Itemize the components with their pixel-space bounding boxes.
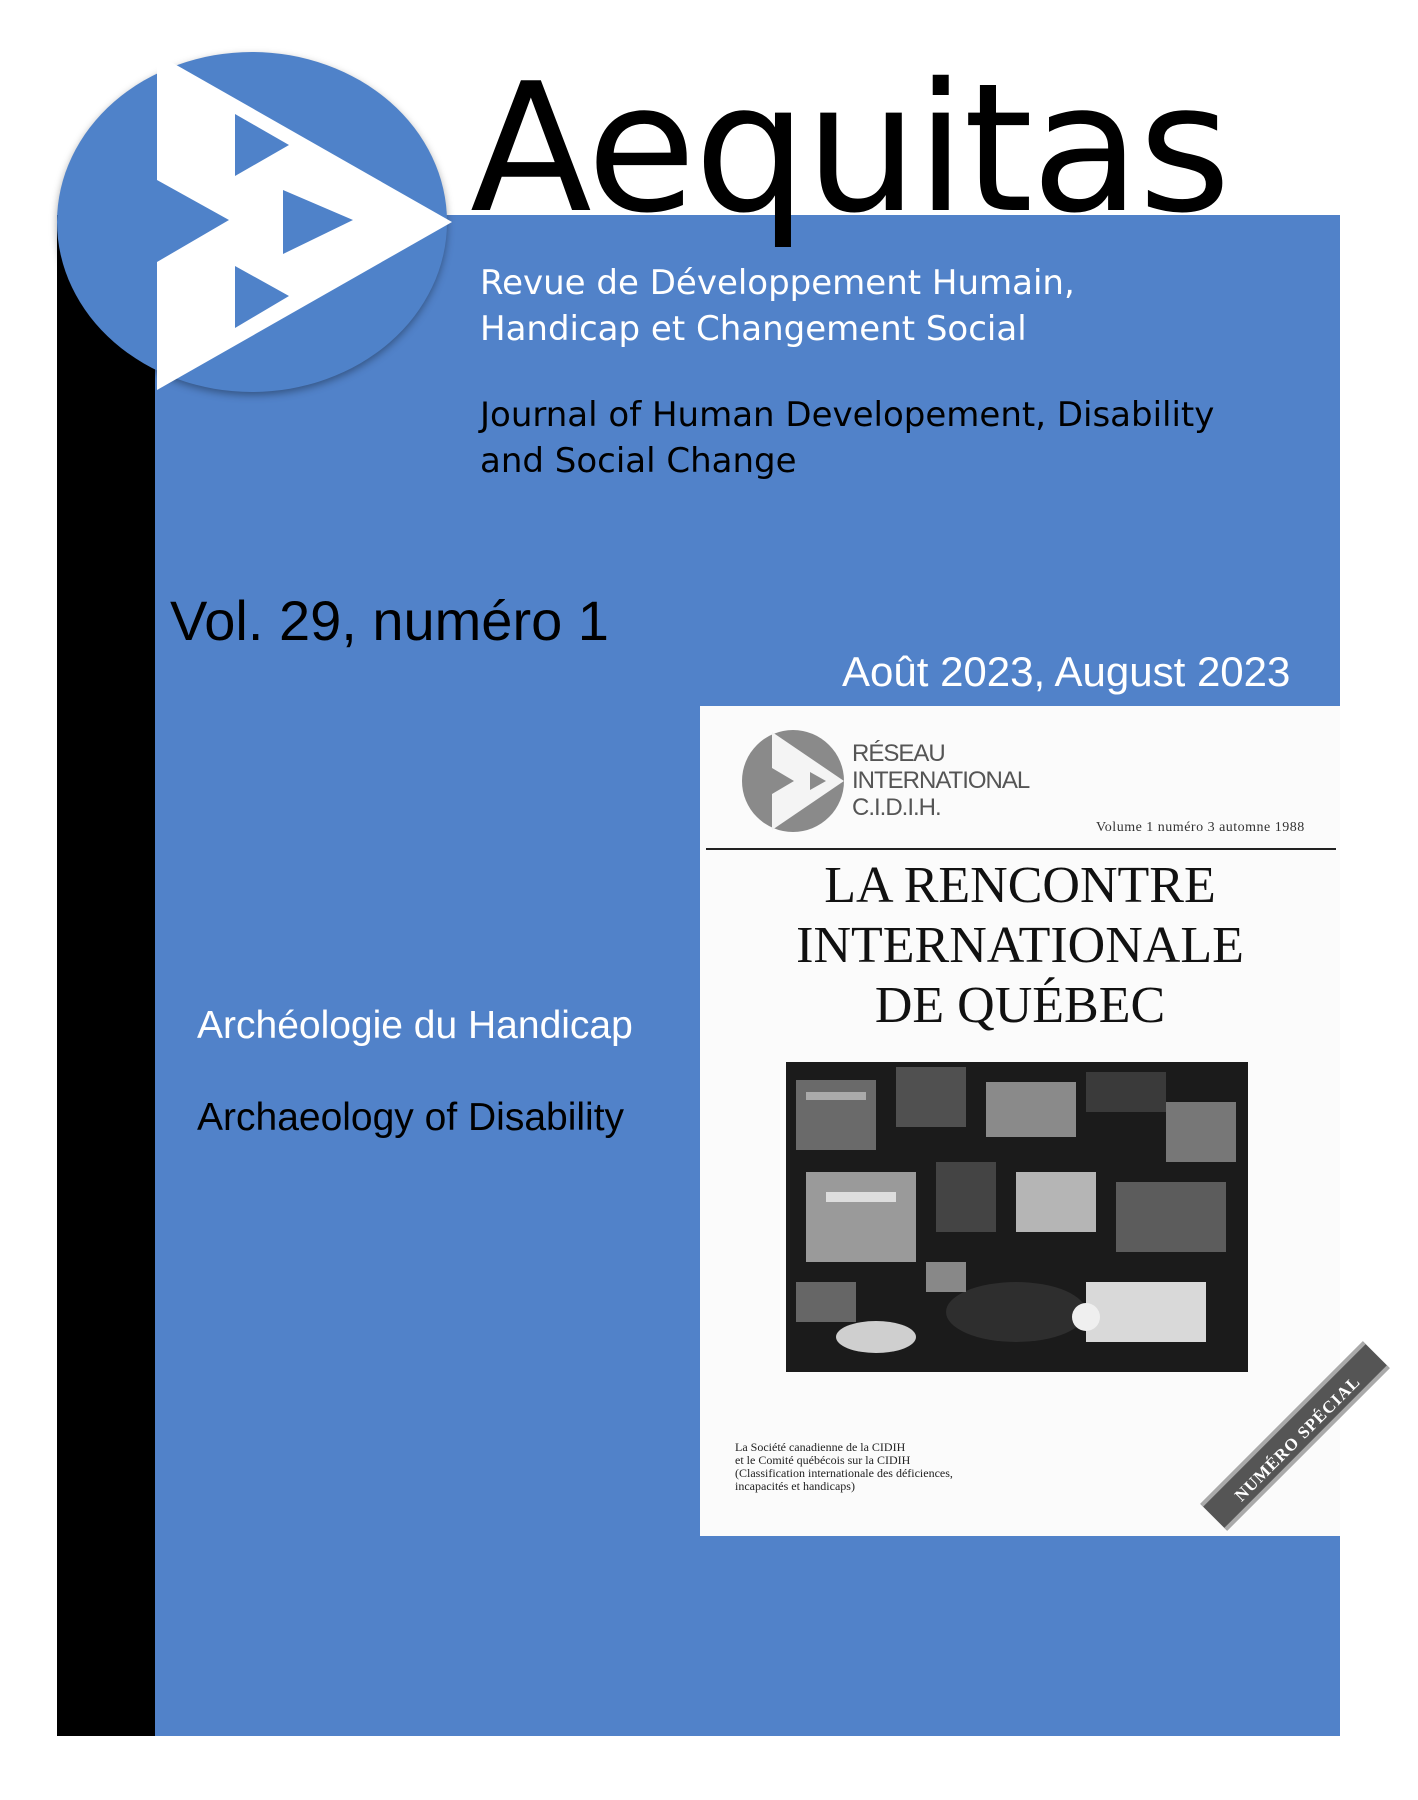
cidih-logo-icon <box>740 728 846 834</box>
topic-english: Archaeology of Disability <box>197 1096 625 1139</box>
journal-logo <box>57 52 447 392</box>
divider <box>706 848 1336 850</box>
inset-issue-line: Volume 1 numéro 3 automne 1988 <box>1096 820 1305 835</box>
play-triangles-icon <box>57 52 447 392</box>
issue-date: Août 2023, August 2023 <box>842 648 1291 695</box>
journal-title: Aequitas <box>470 45 1230 252</box>
network-name: RÉSEAU INTERNATIONAL C.I.D.I.H. <box>852 740 1030 821</box>
special-issue-ribbon <box>1140 1336 1365 1536</box>
inset-headline: LA RENCONTRE INTERNATIONALE DE QUÉBEC <box>796 857 1244 1034</box>
issue-volume: Vol. 29, numéro 1 <box>170 589 609 652</box>
topic-french: Archéologie du Handicap <box>197 1004 633 1047</box>
archival-cover-image <box>700 706 1365 1536</box>
journal-subtitle-fr: Revue de Développement Humain, Handicap et Changement Social <box>480 263 1075 349</box>
cover-black-spine <box>57 215 155 1736</box>
journal-subtitle-en: Journal of Human Developement, Disability and Social Change <box>480 395 1215 481</box>
society-credits: La Société canadienne de la CIDIH et le Comité québécois sur la CIDIH (Classification internationale des déficiences, incapacités et handicaps) <box>735 1440 953 1493</box>
aerial-photo-quebec <box>786 1062 1248 1372</box>
ribbon-label: NUMÉRO SPÉCIAL <box>1200 1341 1390 1531</box>
